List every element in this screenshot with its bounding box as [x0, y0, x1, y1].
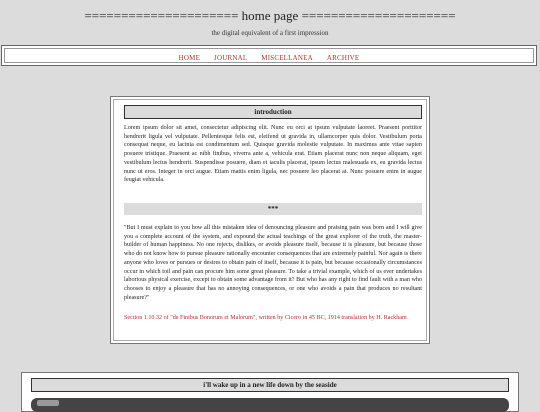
player-thumbnail	[37, 400, 59, 406]
music-heading: i'll wake up in a new life down by the seaside	[31, 378, 509, 392]
nav-link-miscellanea[interactable]: MISCELLANEA	[261, 54, 313, 62]
audio-player[interactable]	[31, 398, 509, 412]
nav-link-home[interactable]: HOME	[178, 54, 201, 62]
nav-link-archive[interactable]: ARCHIVE	[326, 54, 360, 62]
quote-text: "But I must explain to you how all this mistaken idea of denouncing pleasure and praising pain was born and I will give you a complete account of the system, and expound the actual teachings of the great explorer of the truth, the master-builder of human happiness. No one rejects, dislikes, or avoids pleasure itself, because it is pleasure, but because those who do not know how to pursue pleasure rationally encounter consequences that are extremely painful. Nor again is there anyone who loves or pursues or desires to obtain pain of itself, because it is pain, but because occasionally circumstances occur in which toil and pain can procure him some great pleasure. To take a trivial example, which of us ever undertakes laborious physical exercise, except to obtain some advantage from it? But who has any right to find fault with a man who chooses to enjoy a pleasure that has no annoying consequences, or one who avoids a pain that produces no resultant pleasure?"	[124, 225, 422, 301]
intro-card	[110, 96, 430, 344]
nav-bar	[1, 45, 537, 66]
quote-citation: Section 1.10.32 of "de Finibus Bonorum et Malorum", written by Cicero in 45 BC, 1914 translation by H. Rackham	[124, 315, 407, 321]
music-card	[21, 372, 519, 412]
intro-heading: introduction	[124, 105, 422, 119]
intro-card-frame	[113, 99, 427, 341]
nav-frame	[4, 48, 534, 63]
page-title: ===================== home page =====================	[84, 8, 456, 23]
section-separator: ***	[124, 203, 422, 215]
intro-body: Lorem ipsum dolor sit amet, consectetur adipiscing elit. Nunc eu orci at ipsum vulputate laoreet. Praesent porttitor hendrerit ligula vel vulputate. Pellentesque felis est, eleifend ut gravida in, ullamcorper quis dolor. Vestibulum porta consequat neque, eu lacinia est condimentum sed. Quisque gravida molestie vulputate. In maximus ante vitae sapien posuere tristique. Praesent ac nibh finibus, viverra ante a, vehicula erat. Etiam placerat nunc non neque aliquam, eget vestibulum lectus hendrerit. Suspendisse posuere, diam et iaculis placerat, ipsum lectus malesuada ex, eu gravida lectus nunc ut eros. Integer in orci augue. Etiam mattis enim ligula, nec posuere leo placerat at. Nunc posuere enim in augue feugiat vehicula.	[124, 125, 422, 184]
nav-links	[5, 54, 533, 62]
nav-link-journal[interactable]: JOURNAL	[214, 54, 248, 62]
page-subtitle: the digital equivalent of a first impression	[211, 29, 329, 37]
